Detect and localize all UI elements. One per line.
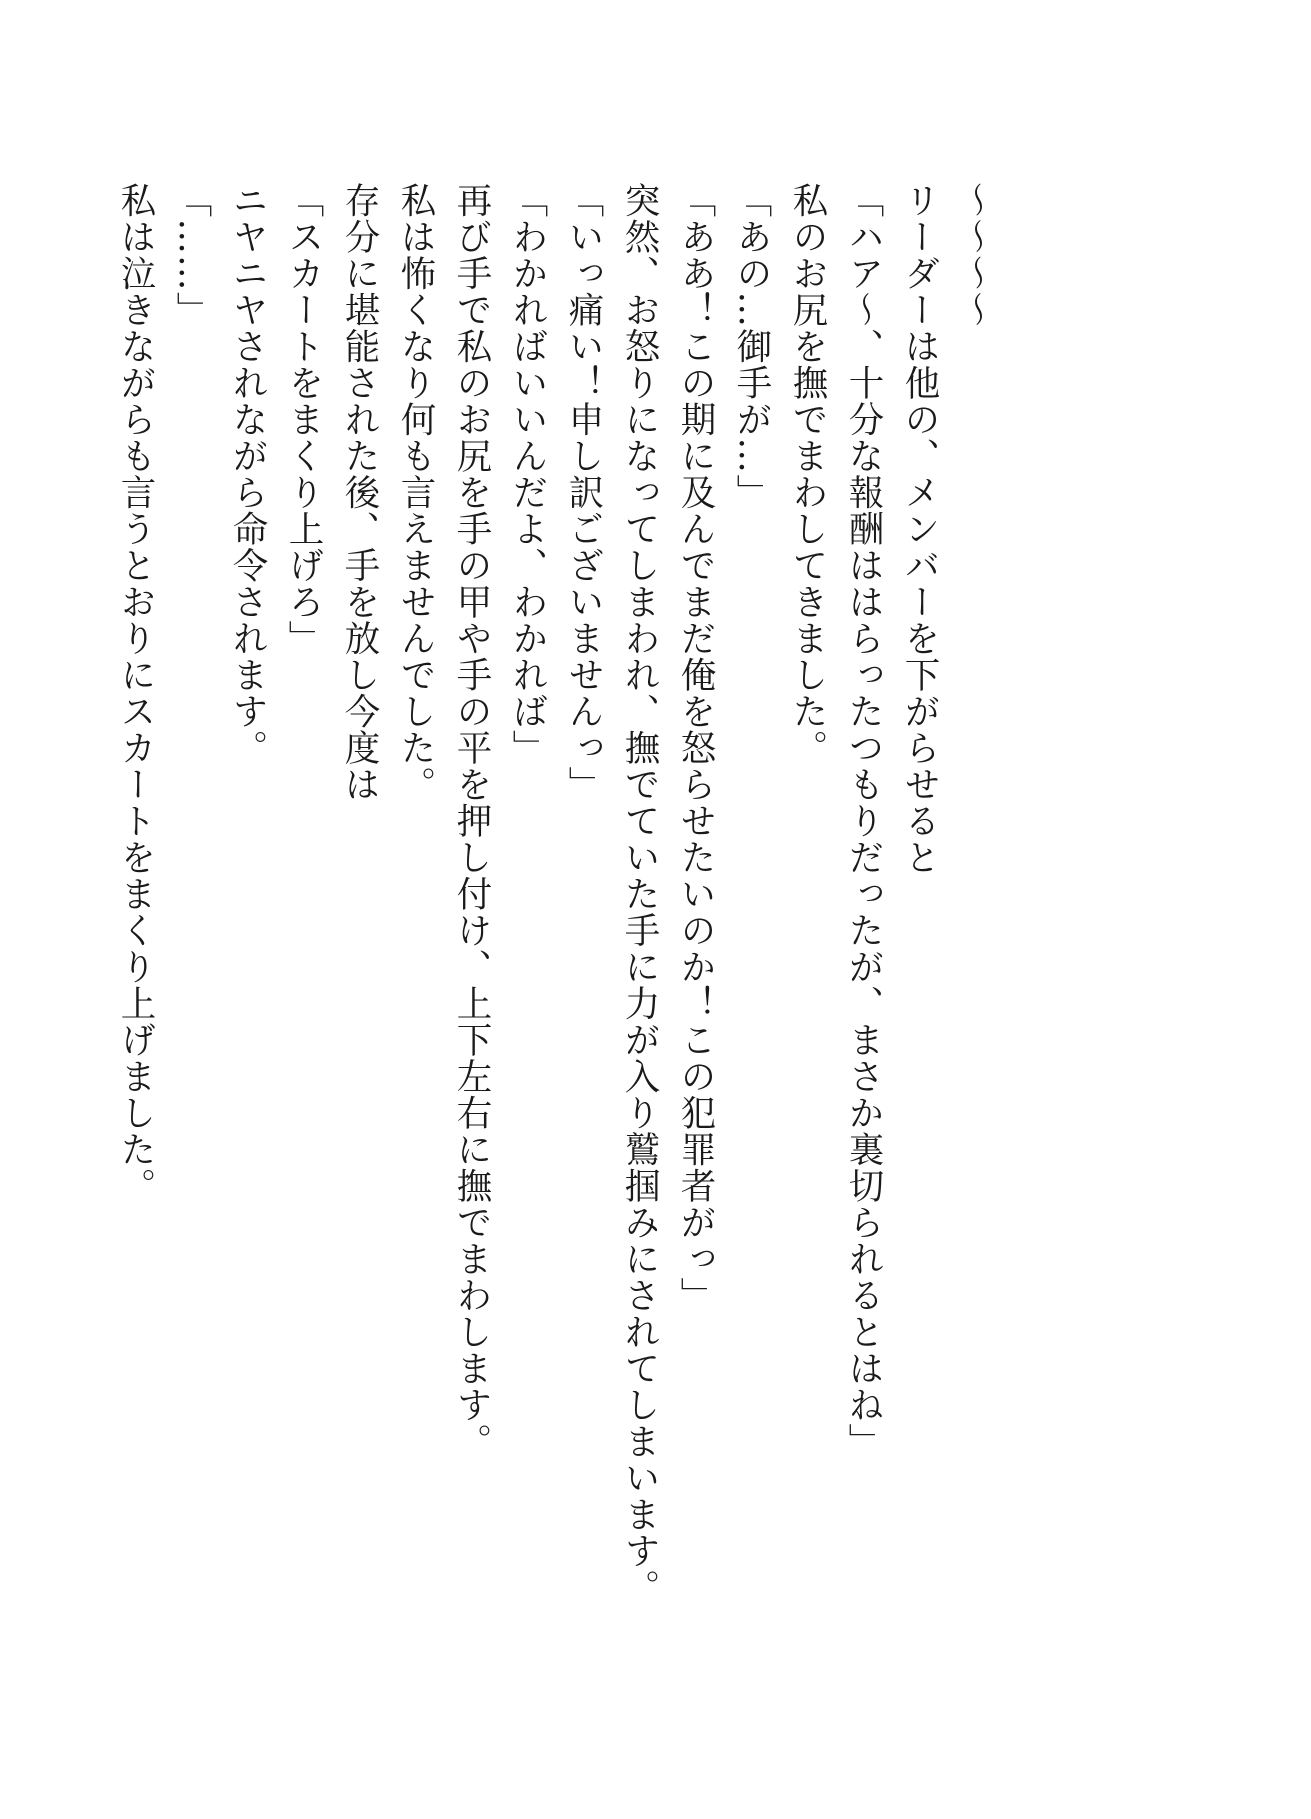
text-line: 「スカートをまくり上げろ」 [283, 182, 324, 657]
text-line: 〜〜〜〜 [955, 182, 996, 328]
text-line: 再び手で私のお尻を手の甲や手の平を押し付け、上下左右に撫でまわします。 [451, 182, 492, 1460]
text-line: 「あの…御手が…」 [731, 182, 772, 511]
text-line: 「ああ！この期に及んでまだ俺を怒らせたいのか！この犯罪者がっ」 [675, 182, 716, 1314]
text-line: 「……」 [171, 182, 212, 328]
text-line: 「わかればいいんだよ、わかれば」 [507, 182, 548, 766]
text-line: 私は怖くなり何も言えませんでした。 [395, 182, 436, 803]
text-line: 私のお尻を撫でまわしてきました。 [787, 182, 828, 766]
text-line: 存分に堪能された後、手を放し今度は [339, 182, 380, 803]
text-line: 突然、お怒りになってしまわれ、撫でていた手に力が入り鷲掴みにされてしまいます。 [619, 182, 660, 1606]
text-line: ニヤニヤされながら命令されます。 [227, 182, 268, 766]
vertical-text-body [107, 182, 1003, 1632]
text-line: 私は泣きながらも言うとおりにスカートをまくり上げました。 [115, 182, 156, 1204]
text-line: リーダーは他の、メンバーを下がらせると [899, 182, 940, 876]
text-line: 「ハア〜、十分な報酬ははらったつもりだったが、まさか裏切られるとはね」 [843, 182, 884, 1460]
text-line: 「いっ痛い！申し訳ございませんっ」 [563, 182, 604, 803]
